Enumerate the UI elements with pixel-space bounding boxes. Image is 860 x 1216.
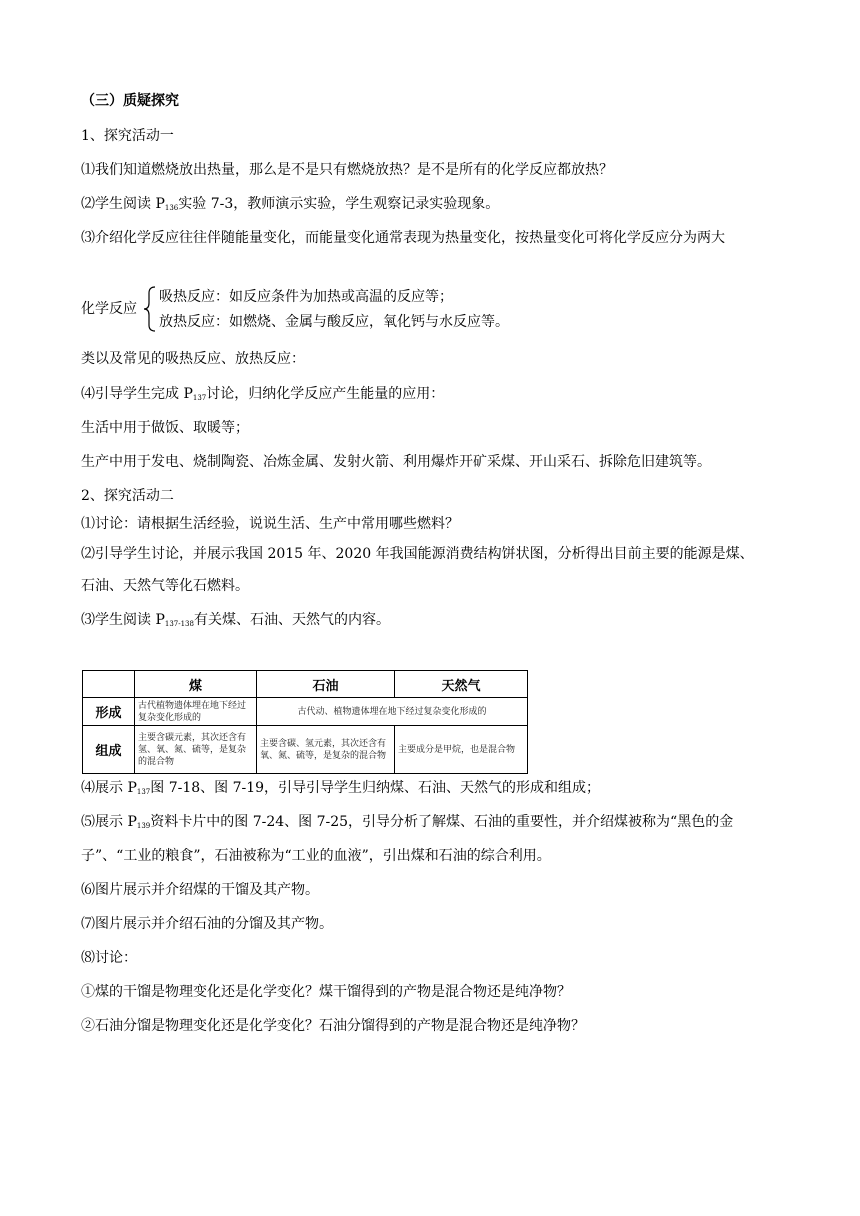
activity1-para-3: ⑶介绍化学反应往往伴随能量变化，而能量变化通常表现为热量变化，按热量变化可将化学反应分为两大 [81,230,725,246]
activity2-para-6: ⑹图片展示并介绍煤的干馏及其产物。 [81,882,319,898]
table-header-empty [83,671,135,698]
brace-item-exothermic: 放热反应：如燃烧、金属与酸反应，氧化钙与水反应等。 [159,314,509,330]
fossil-fuel-table [82,670,528,774]
activity2-title: 2、探究活动二 [81,488,174,504]
activity1-title: 1、探究活动一 [81,128,174,144]
table-header-coal: 煤 [135,671,257,698]
activity2-para-4: ⑷展示 $P_{137}$图 7-18、图 7-19，引导引导学生归纳煤、石油、天然气的形成和组成； [81,780,601,796]
activity1-para-4: ⑷引导学生完成 $P_{137}$讨论，归纳化学反应产生能量的应用： [81,386,445,402]
table-row-formation [83,698,528,726]
table-header-row [83,671,528,698]
table-row-composition [83,726,528,774]
life-uses: 生活中用于做饭、取暖等； [81,420,249,436]
table-header-oil: 石油 [257,671,395,698]
cell-composition-coal: 主要含碳元素，其次还含有氢、氧、氮、硫等，是复杂的混合物 [135,726,257,774]
discussion-question-2: ②石油分馏是物理变化还是化学变化？石油分馏得到的产物是混合物还是纯净物？ [81,1018,585,1034]
activity1-para-3-cont: 类以及常见的吸热反应、放热反应： [81,351,305,367]
activity1-para-1: ⑴我们知道燃烧放出热量，那么是不是只有燃烧放热？是不是所有的化学反应都放热？ [81,162,613,178]
row-label-composition: 组成 [83,726,135,774]
curly-brace-icon [143,285,157,333]
activity1-para-2: ⑵学生阅读 $P_{136}$实验 7-3，教师演示实验，学生观察记录实验现象。 [81,196,500,212]
section-heading: （三）质疑探究 [81,93,179,109]
cell-formation-coal: 古代植物遗体埋在地下经过复杂变化形成的 [135,698,257,726]
brace-label: 化学反应 [81,301,137,317]
cell-composition-gas: 主要成分是甲烷，也是混合物 [395,726,528,774]
activity2-para-7: ⑺图片展示并介绍石油的分馏及其产物。 [81,916,333,932]
brace-item-endothermic: 吸热反应：如反应条件为加热或高温的反应等； [159,289,453,305]
cell-formation-oil-gas: 古代动、植物遗体埋在地下经过复杂变化形成的 [257,698,528,726]
discussion-question-1: ①煤的干馏是物理变化还是化学变化？煤干馏得到的产物是混合物还是纯净物？ [81,984,571,1000]
activity2-para-8: ⑻讨论： [81,950,137,966]
reaction-classification [81,285,601,333]
cell-composition-oil: 主要含碳、氢元素，其次还含有氧、氮、硫等，是复杂的混合物 [257,726,395,774]
table-header-gas: 天然气 [395,671,528,698]
activity2-para-2: ⑵引导学生讨论，并展示我国 2015 年、2020 年我国能源消费结构饼状图，分析得出目前主要的能源是煤、 [81,546,754,562]
row-label-formation: 形成 [83,698,135,726]
activity2-para-5: ⑸展示 $P_{139}$资料卡片中的图 7-24、图 7-25，引导分析了解煤、石油的重要性，并介绍煤被称为“黑色的金 [81,814,734,830]
activity2-para-5-cont: 子”、“工业的粮食”，石油被称为“工业的血液”，引出煤和石油的综合利用。 [81,848,551,864]
production-uses: 生产中用于发电、烧制陶瓷、冶炼金属、发射火箭、利用爆炸开矿采煤、开山采石、拆除危旧建筑等。 [81,454,711,470]
activity2-para-3: ⑶学生阅读 $P_{137-138}$有关煤、石油、天然气的内容。 [81,612,390,628]
activity2-para-2-cont: 石油、天然气等化石燃料。 [81,578,249,594]
activity2-para-1: ⑴讨论：请根据生活经验，说说生活、生产中常用哪些燃料？ [81,516,459,532]
